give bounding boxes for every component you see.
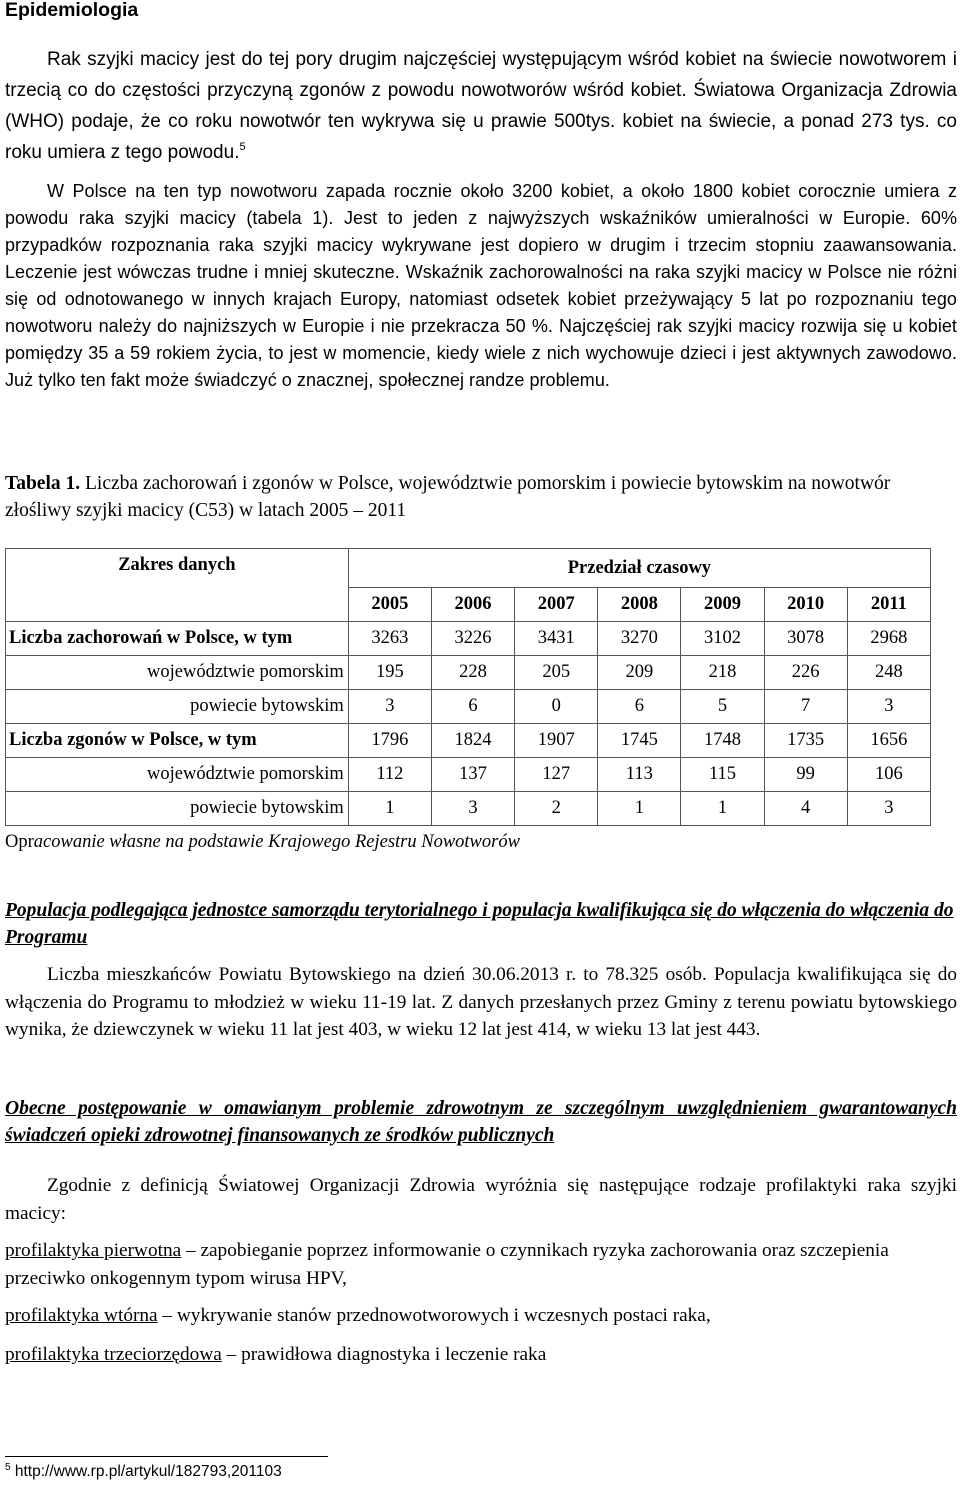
year-cell: 2009 <box>681 588 764 622</box>
table-row <box>6 792 931 826</box>
prevention-item-secondary <box>5 1302 957 1330</box>
prevention-desc: – prawidłowa diagnostyka i leczenie raka <box>221 1344 547 1365</box>
value-cell: 3 <box>847 792 930 826</box>
value-cell: 209 <box>598 656 681 690</box>
table-row <box>6 690 931 724</box>
value-cell: 112 <box>348 758 431 792</box>
year-cell: 2005 <box>348 588 431 622</box>
prevention-term: profilaktyka wtórna <box>5 1305 158 1326</box>
section-title: Epidemiologia <box>5 0 139 21</box>
paragraph-epidemiology <box>5 44 957 168</box>
value-cell: 3431 <box>515 622 598 656</box>
prevention-term: profilaktyka trzeciorzędowa <box>5 1344 222 1365</box>
incidence-table <box>5 548 931 826</box>
value-cell: 1656 <box>847 724 930 758</box>
prevention-item-tertiary <box>5 1341 957 1369</box>
prevention-term: profilaktyka pierwotna <box>5 1240 182 1261</box>
row-label: powiecie bytowskim <box>6 690 349 724</box>
year-cell: 2007 <box>515 588 598 622</box>
footnote-link[interactable]: http://www.rp.pl/artykul/182793,201103 <box>10 1463 282 1480</box>
header-range: Zakres danych <box>6 549 349 622</box>
value-cell: 205 <box>515 656 598 690</box>
value-cell: 2 <box>515 792 598 826</box>
prevention-item-primary <box>5 1237 957 1293</box>
subheading-current-procedure: Obecne postępowanie w omawianym problemie zdrowotnym ze szczególnym uwzględnieniem gwarantowanych świadczeń opieki zdrowotnej finansowanych ze środków publicznych <box>5 1098 957 1146</box>
value-cell: 1748 <box>681 724 764 758</box>
table-caption-text: Liczba zachorowań i zgonów w Polsce, województwie pomorskim i powiecie bytowskim na nowotwór złośliwy szyjki macicy (C53) w latach 2005 – 2011 <box>5 473 891 521</box>
prevention-desc: – wykrywanie stanów przednowotworowych i wczesnych postaci raka, <box>157 1305 711 1326</box>
value-cell: 115 <box>681 758 764 792</box>
value-cell: 3226 <box>431 622 514 656</box>
header-period: Przedział czasowy <box>348 549 930 588</box>
table-header-row <box>6 549 931 588</box>
table-row <box>6 724 931 758</box>
value-cell: 1 <box>681 792 764 826</box>
value-cell: 1824 <box>431 724 514 758</box>
table-source-prefix: Opr <box>5 832 34 852</box>
value-cell: 99 <box>764 758 847 792</box>
value-cell: 1745 <box>598 724 681 758</box>
paragraph-who-definition: Zgodnie z definicją Światowej Organizacji Zdrowia wyróżnia się następujące rodzaje profilaktyki raka szyjki macicy: <box>5 1175 957 1224</box>
year-cell: 2011 <box>847 588 930 622</box>
table-caption <box>5 470 957 524</box>
value-cell: 137 <box>431 758 514 792</box>
prevention-desc: – zapobieganie poprzez informowanie o czynnikach ryzyka zachorowania oraz szczepienia przeciwko onkogennym typom wirusa HPV, <box>5 1240 889 1289</box>
value-cell: 3 <box>847 690 930 724</box>
value-cell: 226 <box>764 656 847 690</box>
year-cell: 2006 <box>431 588 514 622</box>
row-label: województwie pomorskim <box>6 758 349 792</box>
value-cell: 7 <box>764 690 847 724</box>
paragraph-poland-stats: W Polsce na ten typ nowotworu zapada rocznie około 3200 kobiet, a około 1800 kobiet corocznie umiera z powodu raka szyjki macicy (tabela 1). Jest to jeden z najwyższych wskaźników umieralności w Europie. 60% przypadków rozpoznania raka szyjki macicy wykrywane jest dopiero w drugim i trzecim stopniu zaawansowania. Leczenie jest wówczas trudne i mniej skuteczne. Wskaźnik zachorowalności na raka szyjki macicy w Polsce nie różni się od odnotowanego w innych krajach Europy, natomiast odsetek kobiet przeżywający 5 lat po rozpoznaniu tego nowotworu należy do najniższych w Europie i nie przekracza 50 %. Najczęściej rak szyjki macicy rozwija się u kobiet pomiędzy 35 a 59 rokiem życia, to jest w momencie, kiedy wiele z nich wychowuje dzieci i jest aktywnych zawodowo. Już tylko ten fakt może świadczyć o znacznej, społecznej randze problemu. <box>5 181 957 390</box>
table-row <box>6 758 931 792</box>
value-cell: 3263 <box>348 622 431 656</box>
value-cell: 3 <box>431 792 514 826</box>
paragraph-population: Liczba mieszkańców Powiatu Bytowskiego na dzień 30.06.2013 r. to 78.325 osób. Populacja kwalifikująca się do włączenia do Programu to młodzież w wieku 11-19 lat. Z danych przesłanych przez Gminy z terenu powiatu bytowskiego wynika, że dziewczynek w wieku 11 lat jest 403, w wieku 12 lat jest 414, w wieku 13 lat jest 443. <box>5 964 957 1040</box>
value-cell: 0 <box>515 690 598 724</box>
subheading-population: Populacja podlegająca jednostce samorządu terytorialnego i populacja kwalifikująca się do włączenia do włączenia do Programu <box>5 900 954 948</box>
value-cell: 1 <box>598 792 681 826</box>
value-cell: 106 <box>847 758 930 792</box>
footnote-ref[interactable]: 5 <box>239 141 246 153</box>
footnote-number: 5 <box>5 1462 11 1473</box>
value-cell: 6 <box>431 690 514 724</box>
table-row <box>6 656 931 690</box>
table-source <box>5 832 520 853</box>
paragraph-epidemiology-text: Rak szyjki macicy jest do tej pory drugim najczęściej występującym wśród kobiet na świecie nowotworem i trzecią co do częstości przyczyną zgonów z powodu nowotworów wśród kobiet. Światowa Organizacja Zdrowia (WHO) podaje, że co roku nowotwór ten wykrywa się u prawie 500tys. kobiet na świecie, a ponad 273 tys. co roku umiera z tego powodu. <box>5 49 957 163</box>
footnote <box>5 1463 282 1481</box>
value-cell: 195 <box>348 656 431 690</box>
row-label: powiecie bytowskim <box>6 792 349 826</box>
year-cell: 2008 <box>598 588 681 622</box>
value-cell: 4 <box>764 792 847 826</box>
footnote-divider <box>5 1456 328 1457</box>
value-cell: 2968 <box>847 622 930 656</box>
value-cell: 113 <box>598 758 681 792</box>
value-cell: 3078 <box>764 622 847 656</box>
year-cell: 2010 <box>764 588 847 622</box>
value-cell: 3102 <box>681 622 764 656</box>
value-cell: 1735 <box>764 724 847 758</box>
value-cell: 5 <box>681 690 764 724</box>
row-label: Liczba zgonów w Polsce, w tym <box>6 724 349 758</box>
value-cell: 3 <box>348 690 431 724</box>
table-row <box>6 622 931 656</box>
row-label: Liczba zachorowań w Polsce, w tym <box>6 622 349 656</box>
value-cell: 228 <box>431 656 514 690</box>
value-cell: 248 <box>847 656 930 690</box>
row-label: województwie pomorskim <box>6 656 349 690</box>
value-cell: 1907 <box>515 724 598 758</box>
value-cell: 218 <box>681 656 764 690</box>
value-cell: 3270 <box>598 622 681 656</box>
table-caption-label: Tabela 1. <box>5 473 81 494</box>
value-cell: 1796 <box>348 724 431 758</box>
table-source-text: acowanie własne na podstawie Krajowego Rejestru Nowotworów <box>33 832 520 852</box>
value-cell: 1 <box>348 792 431 826</box>
value-cell: 6 <box>598 690 681 724</box>
value-cell: 127 <box>515 758 598 792</box>
